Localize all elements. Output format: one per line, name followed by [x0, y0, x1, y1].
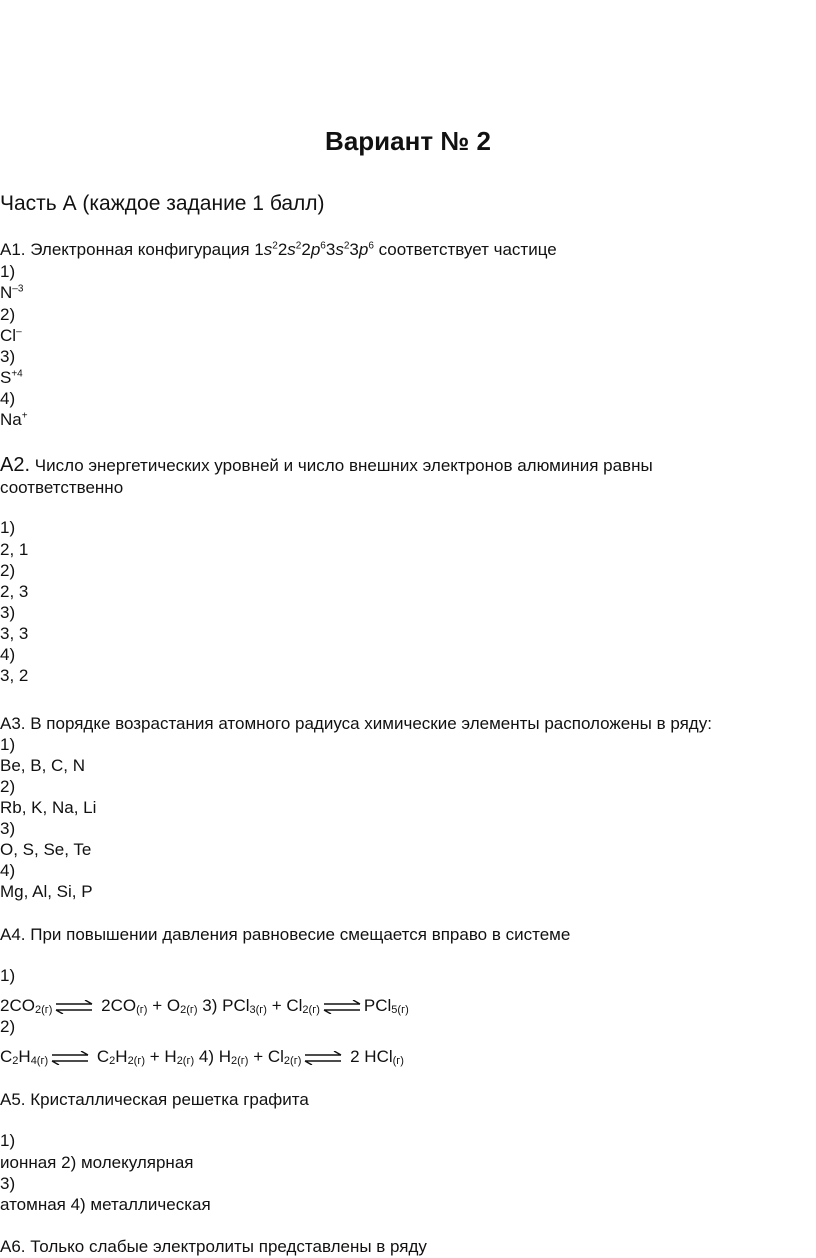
- a2-option-value: 3, 2: [0, 666, 29, 685]
- a1-option-4: Na+: [0, 410, 28, 429]
- a3-option-label: 1): [0, 735, 16, 754]
- a1-option-2: Cl–: [0, 326, 22, 345]
- a4-option-1-label: 1): [0, 966, 16, 985]
- a5-options-line-1: ионная 2) молекулярная: [0, 1153, 194, 1172]
- question-a4: А4. При повышении давления равновесие смещается вправо в системе: [0, 925, 571, 944]
- a4-option-4-start: 4) H: [198, 1047, 232, 1066]
- a1-suffix: соответствует частице: [373, 240, 557, 259]
- a3-option-value: O, S, Se, Te: [0, 840, 92, 859]
- question-a6: А6. Только слабые электролиты представлены в ряду: [0, 1237, 427, 1256]
- a2-option-value: 2, 3: [0, 582, 29, 601]
- equilibrium-arrow-icon: [322, 1000, 362, 1014]
- a3-option-value: Be, B, C, N: [0, 756, 86, 775]
- a1-option-3-label: 3): [0, 347, 16, 366]
- question-a1: [0, 240, 557, 260]
- a1-option-2-label: 2): [0, 305, 16, 324]
- part-heading: Часть А (каждое задание 1 балл): [0, 192, 325, 215]
- equilibrium-arrow-icon: [54, 1000, 94, 1014]
- a2-label: А2.: [0, 454, 31, 476]
- a1-prefix: А1. Электронная конфигурация: [0, 240, 255, 259]
- a5-option-1-label: 1): [0, 1131, 16, 1150]
- a3-option-label: 3): [0, 819, 16, 838]
- a3-option-value: Rb, K, Na, Li: [0, 798, 97, 817]
- page-title: Вариант № 2: [325, 126, 491, 156]
- a2-text-continued: соответственно: [0, 478, 124, 497]
- a2-option-label: 2): [0, 561, 16, 580]
- a1-option-4-label: 4): [0, 389, 16, 408]
- a2-option-label: 1): [0, 518, 16, 537]
- a1-config: $1s^22s^22p^63s^23p^6$: [254, 240, 374, 259]
- equilibrium-arrow-icon: [50, 1051, 90, 1065]
- a3-option-label: 2): [0, 777, 16, 796]
- a3-option-value: Mg, Al, Si, P: [0, 882, 93, 901]
- a2-text: Число энергетических уровней и число внешних электронов алюминия равны: [30, 456, 653, 475]
- a4-equations-line-1: $2CO_{2(г)}$ $2CO_{(г)} + O_{2(г)}$ 3) $PCl_{3(г)} + Cl_{2(г)}$ PCl$_{5(г)}$: [0, 996, 409, 1016]
- a4-option-3-start: 3) PCl: [202, 996, 250, 1015]
- a2-option-value: 3, 3: [0, 624, 29, 643]
- a5-option-3-label: 3): [0, 1174, 16, 1193]
- question-a2: [0, 455, 653, 476]
- question-a3: А3. В порядке возрастания атомного радиуса химические элементы расположены в ряду:: [0, 714, 712, 733]
- a2-option-label: 3): [0, 603, 16, 622]
- a2-option-label: 4): [0, 645, 16, 664]
- question-a5: А5. Кристаллическая решетка графита: [0, 1090, 309, 1109]
- a3-option-label: 4): [0, 861, 16, 880]
- a1-option-1-label: 1): [0, 262, 16, 281]
- a2-option-value: 2, 1: [0, 540, 29, 559]
- equilibrium-arrow-icon: [303, 1051, 343, 1065]
- a5-options-line-2: атомная 4) металлическая: [0, 1195, 211, 1214]
- a1-option-3: $S^{+4}$: [0, 368, 23, 387]
- a1-option-1: $N^{-3}$: [0, 283, 24, 302]
- a4-option-2-label: 2): [0, 1017, 16, 1036]
- a4-equations-line-2: $C_2H_{4(г)}$ $C_2H_{2(г)} + H_{2(г)}$ 4) $H_{2(г)} + Cl_{2(г)}$ 2 HCl$_{(г)}$: [0, 1047, 404, 1067]
